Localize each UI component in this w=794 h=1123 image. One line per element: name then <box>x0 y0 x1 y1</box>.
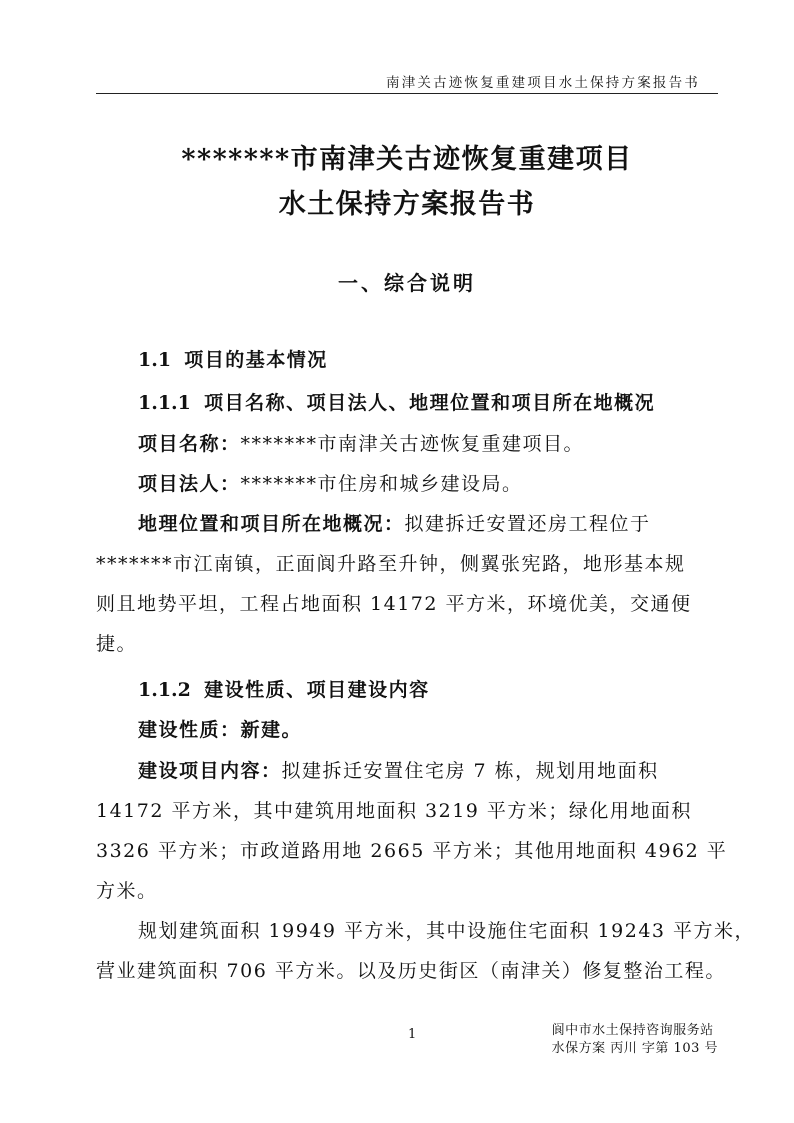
planning-line-1: 规划建筑面积 19949 平方米，其中设施住宅面积 19243 平方米， <box>138 920 756 942</box>
heading-number: 1.1.1 <box>138 392 191 414</box>
content-line-4: 方米。 <box>96 880 158 902</box>
project-name-value: *******市南津关古迹恢复重建项目。 <box>240 433 585 455</box>
content-label: 建设项目内容： <box>138 760 282 782</box>
nature-line <box>96 717 718 743</box>
project-name-label: 项目名称： <box>138 433 241 455</box>
project-owner-label: 项目法人： <box>138 473 241 495</box>
planning-line-2: 营业建筑面积 706 平方米。以及历史街区（南津关）修复整治工程。 <box>96 960 726 982</box>
location-line-4: 捷。 <box>96 633 138 655</box>
location-label: 地理位置和项目所在地概况： <box>138 513 405 535</box>
section-title: 一、综合说明 <box>338 271 476 295</box>
location-line-2: *******市江南镇，正面阆升路至升钟，侧翼张宪路，地形基本规 <box>96 553 686 575</box>
heading-number: 1.1 <box>138 349 172 371</box>
document-title-line-1: *******市南津关古迹恢复重建项目 <box>181 144 633 175</box>
content-line-2: 14172 平方米，其中建筑用地面积 3219 平方米；绿化用地面积 <box>96 800 692 822</box>
content-text: 拟建拆迁安置住宅房 7 栋，规划用地面积 <box>281 760 659 782</box>
heading-1-1 <box>96 347 718 373</box>
heading-text: 项目名称、项目法人、地理位置和项目所在地概况 <box>204 392 656 414</box>
heading-1-1-2 <box>96 677 718 703</box>
page-number: 1 <box>408 1027 417 1042</box>
project-name-line <box>96 431 718 457</box>
header-rule <box>96 93 718 94</box>
footer-org-line-2: 水保方案 丙川 字第 103 号 <box>551 1041 718 1056</box>
heading-number: 1.1.2 <box>138 679 191 701</box>
nature-label: 建设性质： <box>138 719 241 741</box>
location-line-1 <box>96 511 718 537</box>
location-line-3: 则且地势平坦，工程占地面积 14172 平方米，环境优美，交通便 <box>96 593 692 615</box>
project-owner-value: *******市住房和城乡建设局。 <box>240 473 523 495</box>
content-line-1 <box>96 758 718 784</box>
location-text: 拟建拆迁安置还房工程位于 <box>404 513 651 535</box>
document-title-line-2: 水土保持方案报告书 <box>278 189 536 220</box>
project-owner-line <box>96 471 718 497</box>
content-line-3: 3326 平方米；市政道路用地 2665 平方米；其他用地面积 4962 平 <box>96 840 728 862</box>
footer-org-line-1: 阆中市水土保持咨询服务站 <box>551 1023 714 1038</box>
running-header: 南津关古迹恢复重建项目水土保持方案报告书 <box>386 75 700 91</box>
heading-text: 建设性质、项目建设内容 <box>204 679 430 701</box>
heading-1-1-1 <box>96 390 718 416</box>
footer-organization <box>552 1022 718 1058</box>
nature-value: 新建。 <box>240 719 303 741</box>
heading-text: 项目的基本情况 <box>184 349 328 371</box>
